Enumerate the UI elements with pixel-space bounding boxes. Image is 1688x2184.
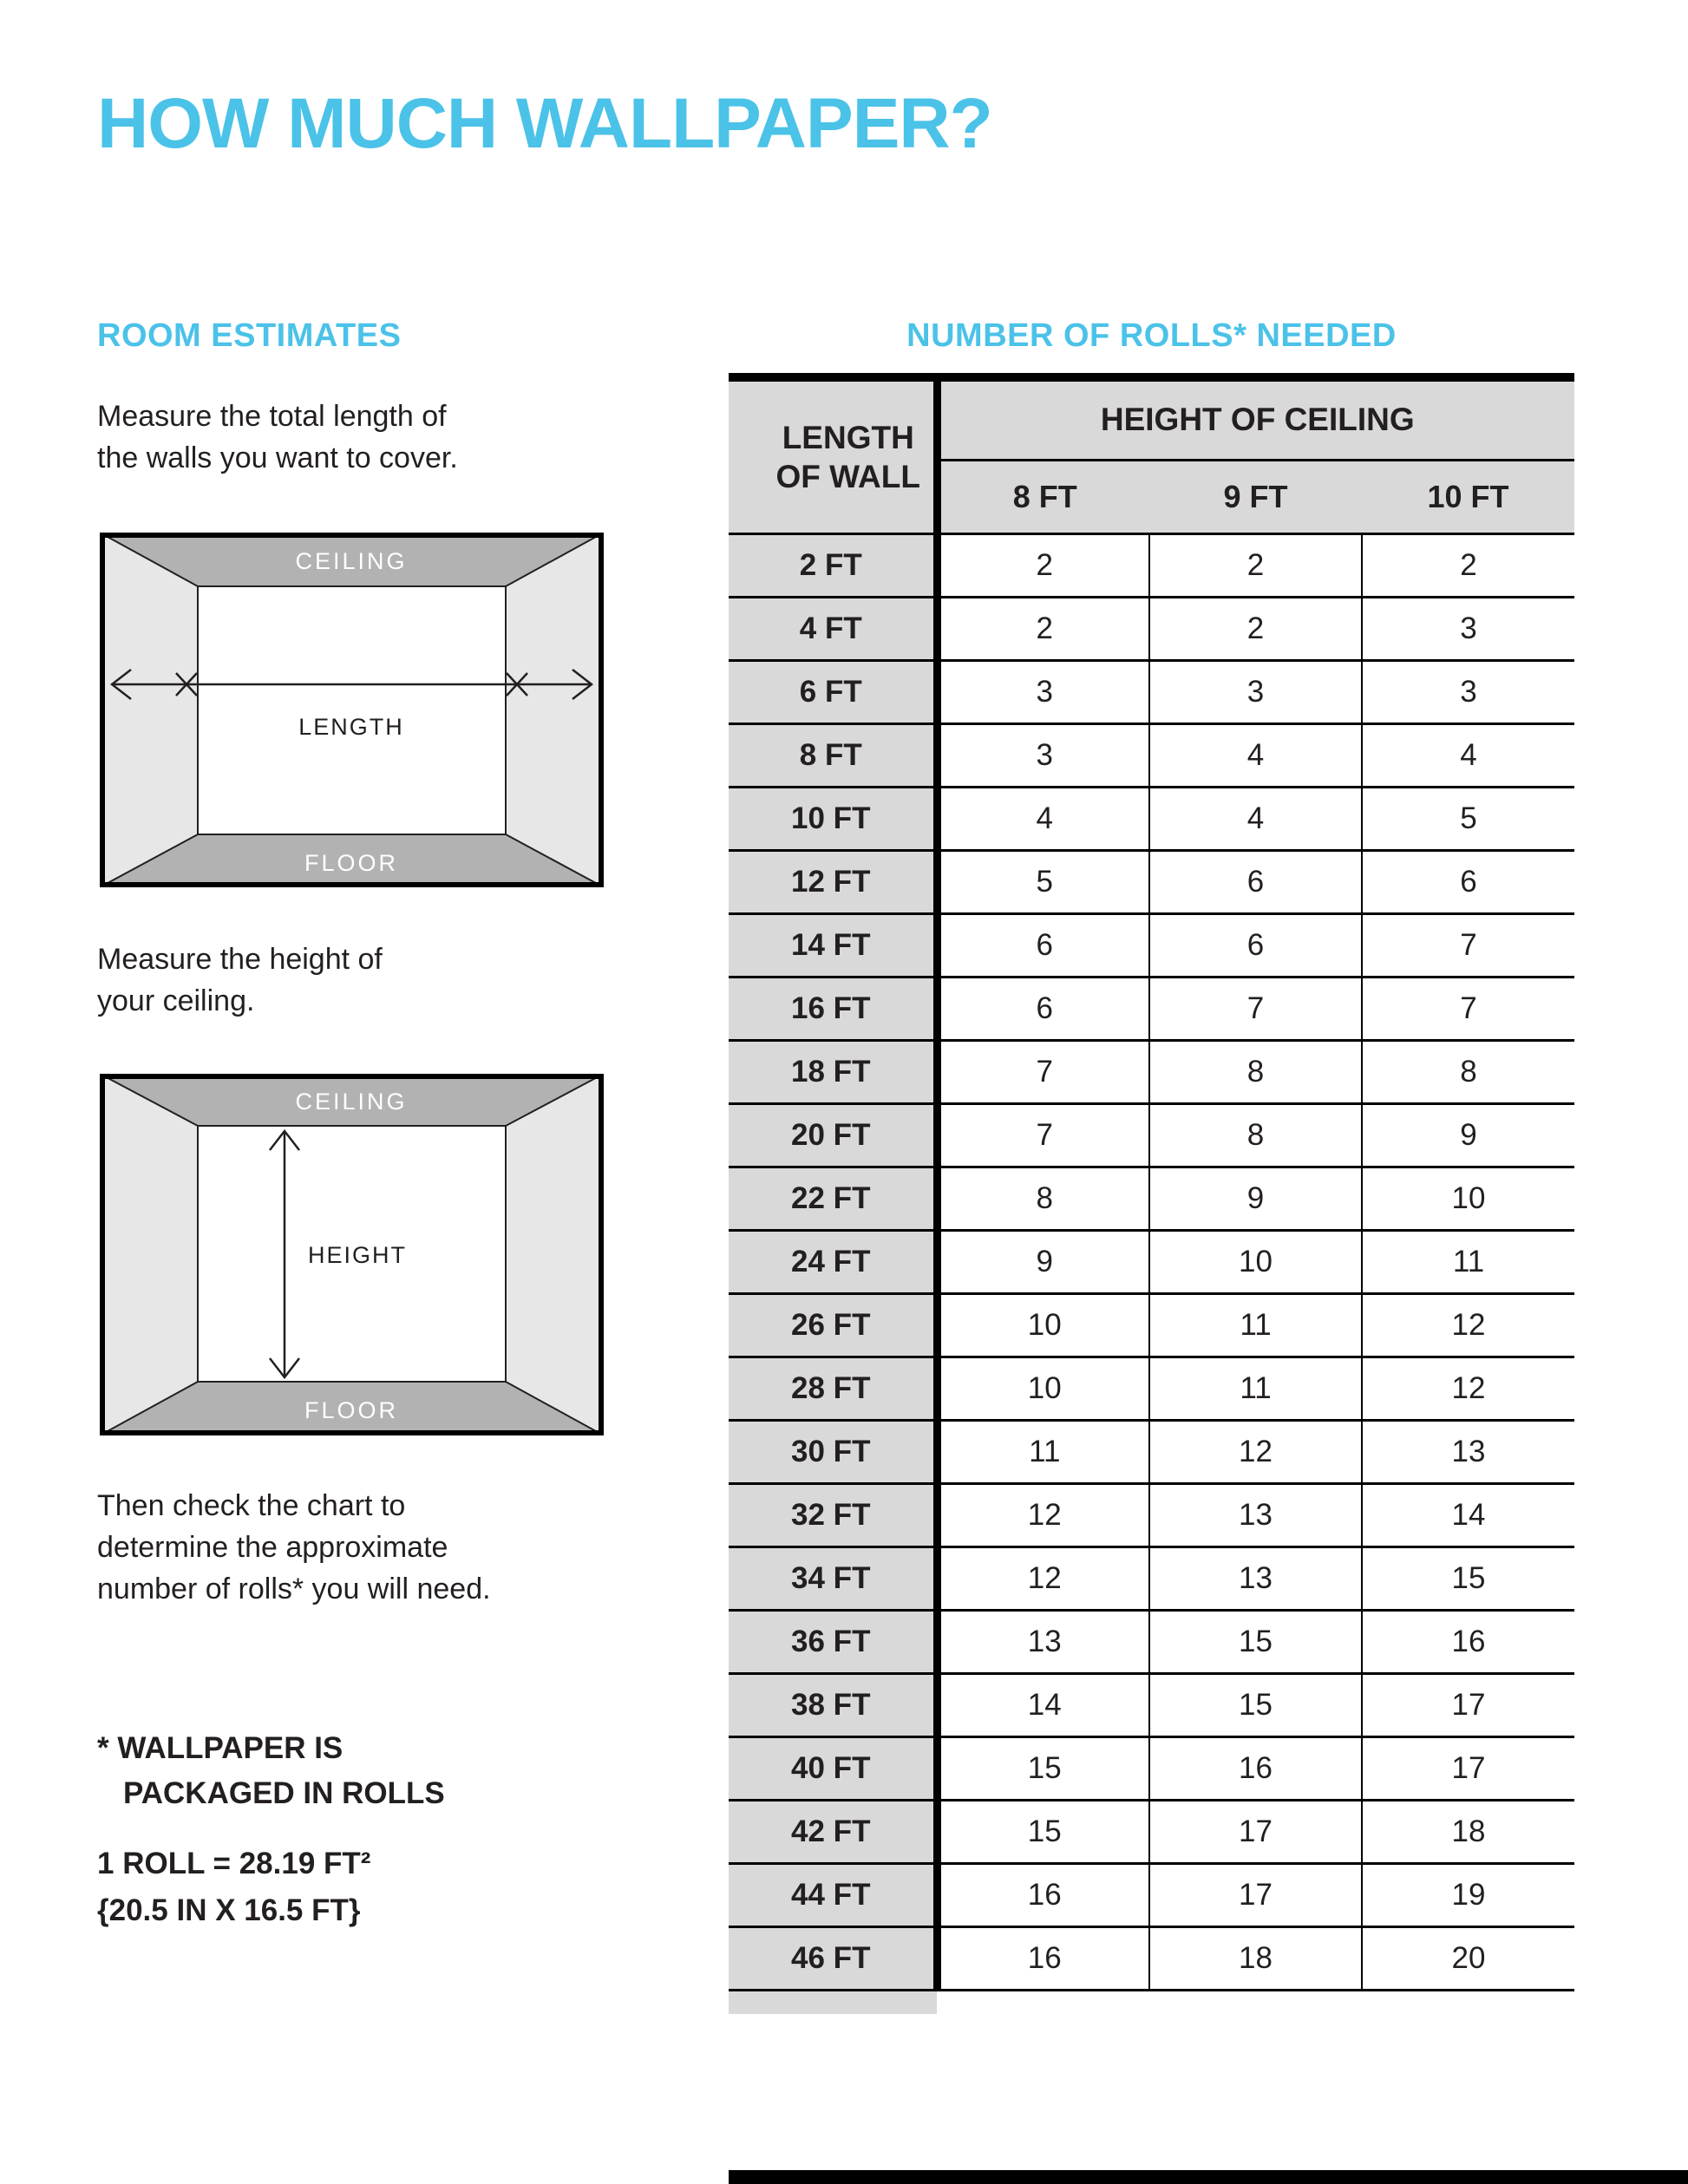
length-label: LENGTH	[298, 714, 404, 740]
rolls-count-cell: 8	[1362, 1040, 1574, 1103]
rolls-count-cell: 5	[937, 850, 1149, 913]
height-label: HEIGHT	[308, 1242, 408, 1268]
rolls-count-cell: 2	[937, 533, 1149, 597]
table-row	[729, 1420, 1574, 1483]
rolls-count-cell: 5	[1362, 787, 1574, 850]
rolls-footnote-line2: PACKAGED IN ROLLS	[123, 1776, 445, 1810]
roll-size-line1: 1 ROLL = 28.19 FT²	[97, 1847, 371, 1880]
page-title: HOW MUCH WALLPAPER?	[97, 84, 992, 163]
rolls-count-cell: 8	[937, 1167, 1149, 1230]
wall-length-cell: 2 FT	[729, 533, 937, 597]
rolls-count-cell: 19	[1362, 1863, 1574, 1926]
rolls-needed-heading: NUMBER OF ROLLS* NEEDED	[906, 317, 1397, 354]
back-wall	[198, 586, 506, 834]
rolls-count-cell: 11	[1149, 1293, 1362, 1357]
wall-length-cell: 38 FT	[729, 1673, 937, 1736]
rolls-count-cell: 2	[937, 597, 1149, 660]
rolls-count-cell: 18	[1149, 1926, 1362, 1990]
rolls-count-cell: 14	[937, 1673, 1149, 1736]
rolls-table-head	[729, 377, 1574, 533]
left-column-stub	[729, 1991, 937, 2014]
step3-line1: Then check the chart to	[97, 1489, 406, 1522]
step3-line3: number of rolls* you will need.	[97, 1573, 491, 1605]
rolls-count-cell: 15	[937, 1800, 1149, 1863]
table-row	[729, 977, 1574, 1040]
rolls-footnote-line1: * WALLPAPER IS	[97, 1731, 343, 1765]
rolls-count-cell: 12	[1149, 1420, 1362, 1483]
table-row	[729, 1230, 1574, 1293]
table-row	[729, 1673, 1574, 1736]
wall-length-cell: 34 FT	[729, 1546, 937, 1610]
rolls-count-cell: 18	[1362, 1800, 1574, 1863]
rolls-count-cell: 3	[937, 660, 1149, 723]
wall-length-cell: 44 FT	[729, 1863, 937, 1926]
rolls-count-cell: 17	[1362, 1673, 1574, 1736]
rolls-count-cell: 15	[1149, 1673, 1362, 1736]
wall-length-cell: 30 FT	[729, 1420, 937, 1483]
floor-label: FLOOR	[304, 850, 399, 876]
rolls-count-cell: 7	[1362, 977, 1574, 1040]
rolls-count-cell: 20	[1362, 1926, 1574, 1990]
rolls-count-cell: 8	[1149, 1040, 1362, 1103]
rolls-count-cell: 9	[1149, 1167, 1362, 1230]
rolls-table-body	[729, 533, 1574, 1990]
wall-length-cell: 8 FT	[729, 723, 937, 787]
rolls-count-cell: 13	[1362, 1420, 1574, 1483]
rolls-count-cell: 11	[937, 1420, 1149, 1483]
table-row	[729, 1926, 1574, 1990]
rolls-count-cell: 6	[1149, 850, 1362, 913]
table-row	[729, 1610, 1574, 1673]
rolls-count-cell: 4	[1149, 787, 1362, 850]
rolls-count-cell: 2	[1362, 533, 1574, 597]
rolls-count-cell: 6	[1149, 913, 1362, 977]
step1-line1: Measure the total length of	[97, 400, 447, 433]
rolls-count-cell: 9	[1362, 1103, 1574, 1167]
rolls-count-cell: 2	[1149, 533, 1362, 597]
wall-length-cell: 16 FT	[729, 977, 937, 1040]
wall-length-header-line2: OF WALL	[775, 458, 920, 494]
table-row	[729, 913, 1574, 977]
rolls-count-cell: 13	[1149, 1483, 1362, 1546]
wall-length-cell: 22 FT	[729, 1167, 937, 1230]
rolls-count-cell: 17	[1149, 1863, 1362, 1926]
rolls-count-cell: 7	[937, 1103, 1149, 1167]
table-row	[729, 787, 1574, 850]
table-row	[729, 1546, 1574, 1610]
rolls-count-cell: 3	[1149, 660, 1362, 723]
ceiling-height-header: HEIGHT OF CEILING	[937, 377, 1574, 460]
rolls-count-cell: 11	[1362, 1230, 1574, 1293]
roll-size-line2: {20.5 IN X 16.5 FT}	[97, 1893, 361, 1927]
table-row	[729, 533, 1574, 597]
rolls-count-cell: 13	[937, 1610, 1149, 1673]
rolls-count-cell: 9	[937, 1230, 1149, 1293]
rolls-table-container	[729, 373, 1574, 2014]
table-row	[729, 1863, 1574, 1926]
ceiling-label: CEILING	[295, 1089, 408, 1115]
table-row	[729, 1293, 1574, 1357]
rolls-count-cell: 12	[937, 1483, 1149, 1546]
rolls-count-cell: 12	[1362, 1357, 1574, 1420]
rolls-count-cell: 12	[1362, 1293, 1574, 1357]
wall-length-cell: 42 FT	[729, 1800, 937, 1863]
wall-length-cell: 40 FT	[729, 1736, 937, 1800]
floor-label: FLOOR	[304, 1397, 399, 1423]
rolls-count-cell: 6	[1362, 850, 1574, 913]
table-row	[729, 1800, 1574, 1863]
table-row	[729, 1483, 1574, 1546]
wall-length-cell: 18 FT	[729, 1040, 937, 1103]
rolls-count-cell: 11	[1149, 1357, 1362, 1420]
wall-length-header	[729, 377, 937, 533]
ceiling-label: CEILING	[295, 548, 408, 574]
rolls-count-cell: 16	[937, 1926, 1149, 1990]
rolls-count-cell: 16	[1149, 1736, 1362, 1800]
rolls-count-cell: 17	[1149, 1800, 1362, 1863]
col-header-10ft: 10 FT	[1362, 460, 1574, 533]
room-length-diagram	[100, 533, 604, 887]
table-row	[729, 1357, 1574, 1420]
group-header-row	[729, 377, 1574, 460]
rolls-count-cell: 10	[1362, 1167, 1574, 1230]
rolls-count-cell: 14	[1362, 1483, 1574, 1546]
roll-size-info	[97, 1841, 370, 1934]
wall-length-cell: 12 FT	[729, 850, 937, 913]
rolls-footnote	[97, 1726, 445, 1816]
rolls-count-cell: 12	[937, 1546, 1149, 1610]
rolls-count-cell: 6	[937, 977, 1149, 1040]
step1-line2: the walls you want to cover.	[97, 441, 458, 474]
table-row	[729, 660, 1574, 723]
wall-length-cell: 24 FT	[729, 1230, 937, 1293]
table-row	[729, 597, 1574, 660]
wall-length-cell: 6 FT	[729, 660, 937, 723]
table-row	[729, 1040, 1574, 1103]
table-row	[729, 723, 1574, 787]
rolls-count-cell: 2	[1149, 597, 1362, 660]
rolls-count-cell: 10	[937, 1357, 1149, 1420]
wall-length-cell: 32 FT	[729, 1483, 937, 1546]
wall-length-cell: 46 FT	[729, 1926, 937, 1990]
table-row	[729, 1736, 1574, 1800]
rolls-count-cell: 17	[1362, 1736, 1574, 1800]
room-height-diagram	[100, 1074, 604, 1435]
table-row	[729, 1167, 1574, 1230]
rolls-count-cell: 4	[1362, 723, 1574, 787]
rolls-count-cell: 10	[937, 1293, 1149, 1357]
step3-text	[97, 1485, 491, 1610]
rolls-count-cell: 6	[937, 913, 1149, 977]
rolls-count-cell: 13	[1149, 1546, 1362, 1610]
rolls-count-cell: 3	[937, 723, 1149, 787]
rolls-count-cell: 16	[937, 1863, 1149, 1926]
rolls-count-cell: 3	[1362, 597, 1574, 660]
wall-length-cell: 20 FT	[729, 1103, 937, 1167]
col-header-8ft: 8 FT	[937, 460, 1149, 533]
rolls-count-cell: 7	[937, 1040, 1149, 1103]
rolls-count-cell: 7	[1149, 977, 1362, 1040]
step3-line2: determine the approximate	[97, 1531, 448, 1564]
wall-length-cell: 28 FT	[729, 1357, 937, 1420]
rolls-count-cell: 10	[1149, 1230, 1362, 1293]
step2-line1: Measure the height of	[97, 943, 383, 976]
col-header-9ft: 9 FT	[1149, 460, 1362, 533]
rolls-count-cell: 7	[1362, 913, 1574, 977]
rolls-count-cell: 15	[1149, 1610, 1362, 1673]
step1-text	[97, 396, 458, 479]
rolls-count-cell: 15	[1362, 1546, 1574, 1610]
table-row	[729, 850, 1574, 913]
rolls-count-cell: 4	[1149, 723, 1362, 787]
wall-length-cell: 36 FT	[729, 1610, 937, 1673]
step2-text	[97, 938, 383, 1022]
rolls-count-cell: 3	[1362, 660, 1574, 723]
footer-rule	[729, 2170, 1688, 2184]
table-row	[729, 1103, 1574, 1167]
rolls-count-cell: 15	[937, 1736, 1149, 1800]
rolls-count-cell: 16	[1362, 1610, 1574, 1673]
step2-line2: your ceiling.	[97, 984, 255, 1017]
rolls-count-cell: 8	[1149, 1103, 1362, 1167]
wall-length-cell: 14 FT	[729, 913, 937, 977]
wall-length-header-line1: LENGTH	[782, 419, 914, 455]
rolls-table	[729, 373, 1574, 1991]
rolls-count-cell: 4	[937, 787, 1149, 850]
room-estimates-heading: ROOM ESTIMATES	[97, 317, 402, 354]
wall-length-cell: 10 FT	[729, 787, 937, 850]
wall-length-cell: 4 FT	[729, 597, 937, 660]
wall-length-cell: 26 FT	[729, 1293, 937, 1357]
